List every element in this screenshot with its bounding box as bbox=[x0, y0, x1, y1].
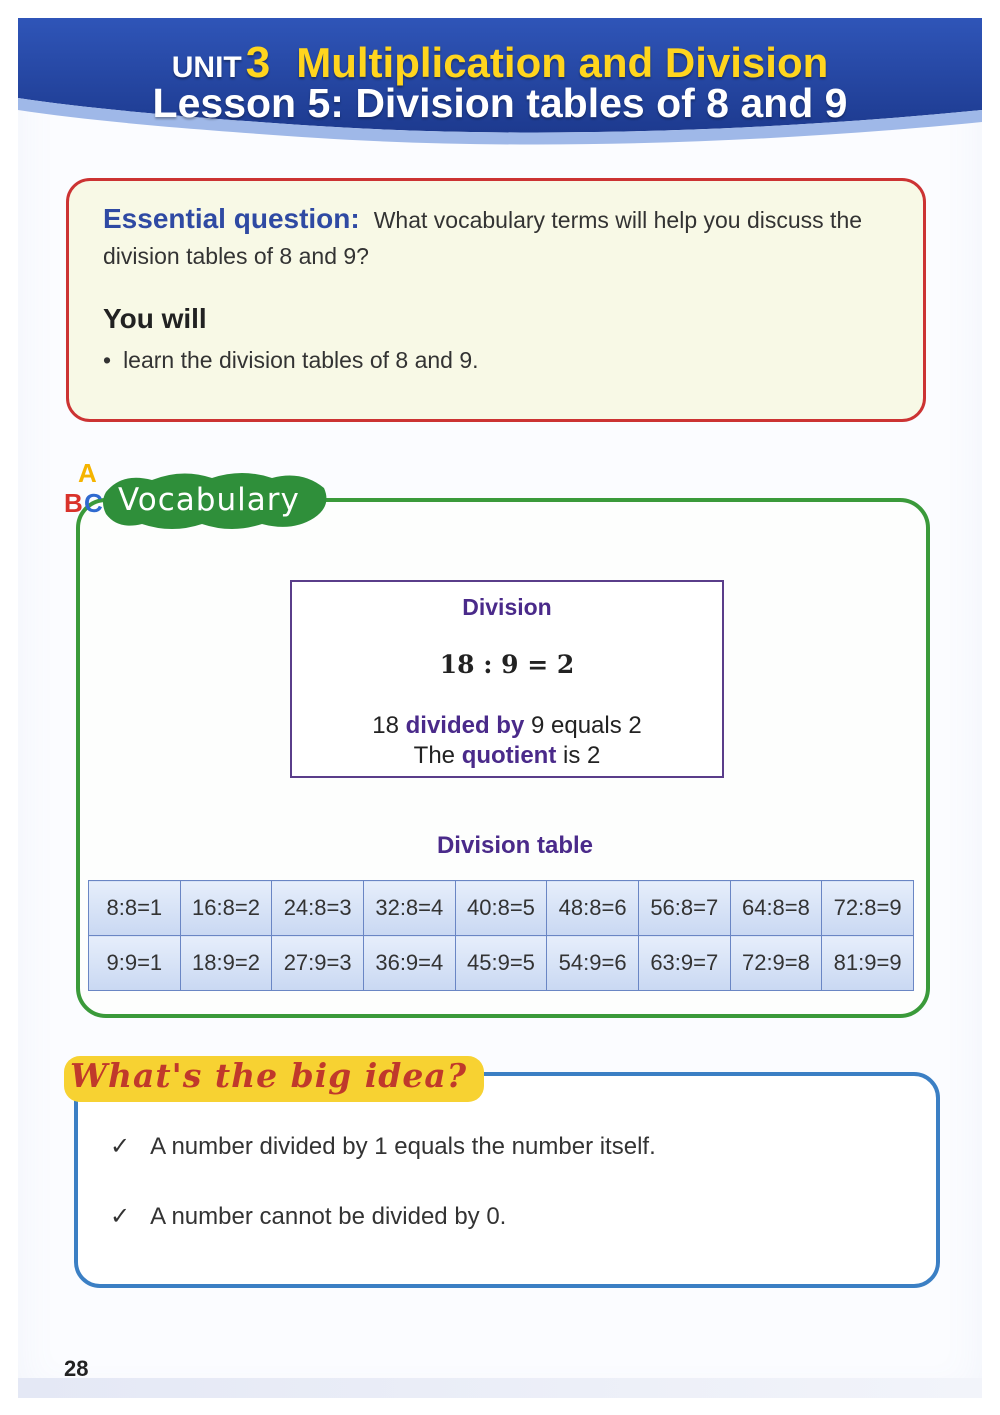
big-idea-item bbox=[110, 1202, 506, 1231]
term-divided-by: divided by bbox=[405, 712, 525, 739]
unit-title-text: Multiplication and Division bbox=[296, 39, 829, 86]
table-cell: 27:9=3 bbox=[272, 936, 364, 991]
division-equation: 18 : 9 = 2 bbox=[439, 650, 575, 679]
table-cell: 18:9=2 bbox=[180, 936, 272, 991]
quotient-suffix: is 2 bbox=[556, 742, 601, 769]
division-table bbox=[88, 880, 914, 991]
vocab-letter-a: A bbox=[78, 458, 97, 488]
table-cell: 56:8=7 bbox=[638, 881, 730, 936]
table-cell: 54:9=6 bbox=[547, 936, 639, 991]
essential-question-label: Essential question: bbox=[103, 203, 360, 234]
unit-word: UNIT bbox=[171, 51, 242, 84]
lesson-title: Lesson 5: Division tables of 8 and 9 bbox=[152, 80, 848, 126]
big-idea-text: A number cannot be divided by 0. bbox=[150, 1203, 507, 1230]
definition-suffix: 9 equals 2 bbox=[524, 712, 642, 739]
you-will-heading: You will bbox=[103, 303, 207, 334]
objective-item bbox=[103, 347, 479, 374]
division-table-title: Division table bbox=[436, 832, 594, 859]
table-row-9 bbox=[89, 936, 914, 991]
table-cell: 16:8=2 bbox=[180, 881, 272, 936]
table-cell: 72:8=9 bbox=[822, 881, 914, 936]
vocab-letter-b: B bbox=[64, 488, 83, 518]
table-cell: 36:9=4 bbox=[363, 936, 455, 991]
table-cell: 45:9=5 bbox=[455, 936, 547, 991]
check-icon: ✓ bbox=[110, 1133, 131, 1160]
vocabulary-label: Vocabulary bbox=[118, 482, 300, 518]
vocab-letter-c: C bbox=[84, 488, 103, 518]
table-cell: 48:8=6 bbox=[547, 881, 639, 936]
table-cell: 8:8=1 bbox=[89, 881, 181, 936]
essential-question bbox=[103, 201, 883, 274]
table-cell: 72:9=8 bbox=[730, 936, 822, 991]
division-card bbox=[290, 580, 724, 778]
quotient-definition bbox=[292, 742, 722, 770]
header-banner bbox=[18, 18, 982, 148]
essential-question-text: What vocabulary terms will help you discuss the division tables of 8 and 9? bbox=[103, 207, 863, 269]
big-idea-item bbox=[110, 1132, 656, 1161]
table-cell: 64:8=8 bbox=[730, 881, 822, 936]
table-cell: 63:9=7 bbox=[638, 936, 730, 991]
table-cell: 32:8=4 bbox=[363, 881, 455, 936]
table-cell: 81:9=9 bbox=[822, 936, 914, 991]
big-idea-text: A number divided by 1 equals the number itself. bbox=[150, 1133, 656, 1160]
division-definition bbox=[292, 712, 722, 740]
big-idea-label: What's the big idea? bbox=[70, 1056, 468, 1095]
table-row-8 bbox=[89, 881, 914, 936]
table-cell: 24:8=3 bbox=[272, 881, 364, 936]
essential-question-box bbox=[66, 178, 926, 422]
table-cell: 9:9=1 bbox=[89, 936, 181, 991]
check-icon: ✓ bbox=[110, 1203, 131, 1230]
term-quotient: quotient bbox=[461, 742, 557, 769]
division-card-title: Division bbox=[462, 594, 552, 620]
page-number: 28 bbox=[64, 1356, 89, 1381]
quotient-prefix: The bbox=[413, 742, 462, 769]
unit-number: 3 bbox=[245, 38, 271, 87]
footer-bar bbox=[18, 1378, 982, 1398]
table-cell: 40:8=5 bbox=[455, 881, 547, 936]
objective-text: learn the division tables of 8 and 9. bbox=[123, 347, 479, 373]
bullet-icon: • bbox=[103, 347, 112, 373]
definition-prefix: 18 bbox=[372, 712, 406, 739]
